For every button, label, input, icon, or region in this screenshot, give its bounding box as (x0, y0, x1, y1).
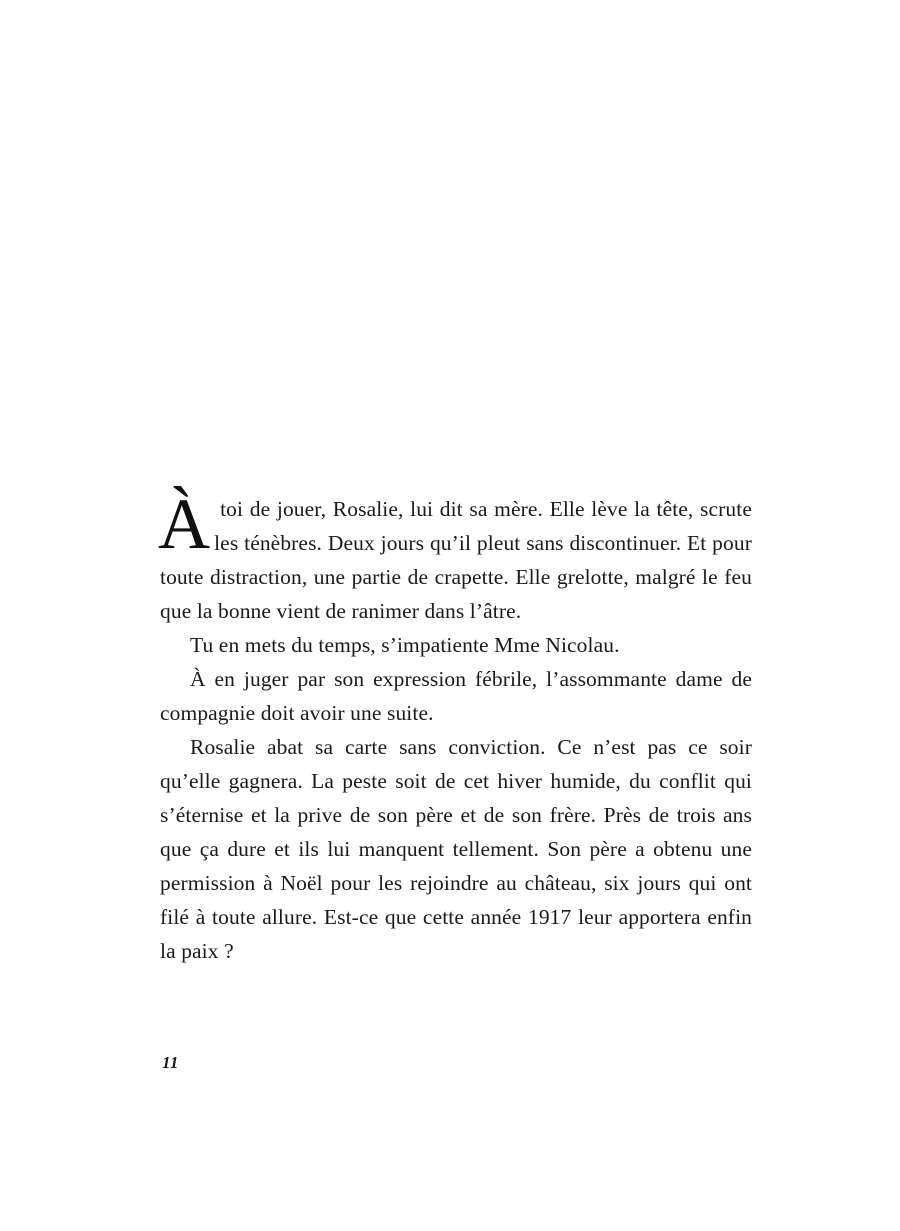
paragraph-4-text: Rosalie abat sa carte sans conviction. Ce n’est pas ce soir qu’elle gagnera. La peste soit de cet hiver humide, du conflit qui s’éternise et la prive de son père et de son frère. Près de trois ans que ça dure et ils lui manquent tellement. Son père a obtenu une permission à Noël pour les rejoindre au château, six jours qui ont filé à toute allure. Est-ce que cette année 1917 leur apportera enfin la paix ? (160, 735, 752, 963)
paragraph-1-lead-clause: toi de jouer, Rosalie, lui dit sa mère. (220, 497, 543, 521)
paragraph-3 (160, 662, 752, 730)
paragraph-2-text: Tu en mets du temps, s’impatiente Mme Nicolau. (190, 633, 620, 657)
paragraph-1 (158, 484, 752, 628)
paragraph-4 (160, 730, 752, 968)
page-text-block (158, 484, 752, 968)
paragraph-3-text: À en juger par son expression fébrile, l’assommante dame de compagnie doit avoir une suite. (160, 667, 752, 725)
paragraph-2 (160, 628, 752, 662)
page-number: 11 (162, 1053, 179, 1072)
paragraph-1-text: Elle lève la tête, scrute les ténèbres. Deux jours qu’il pleut sans discontinuer. Et pour toute distraction, une partie de crapette. Elle grelotte, malgré le feu que la bonne vient de ranimer dans l’âtre. (160, 497, 752, 623)
drop-cap-initial: À (158, 484, 211, 564)
